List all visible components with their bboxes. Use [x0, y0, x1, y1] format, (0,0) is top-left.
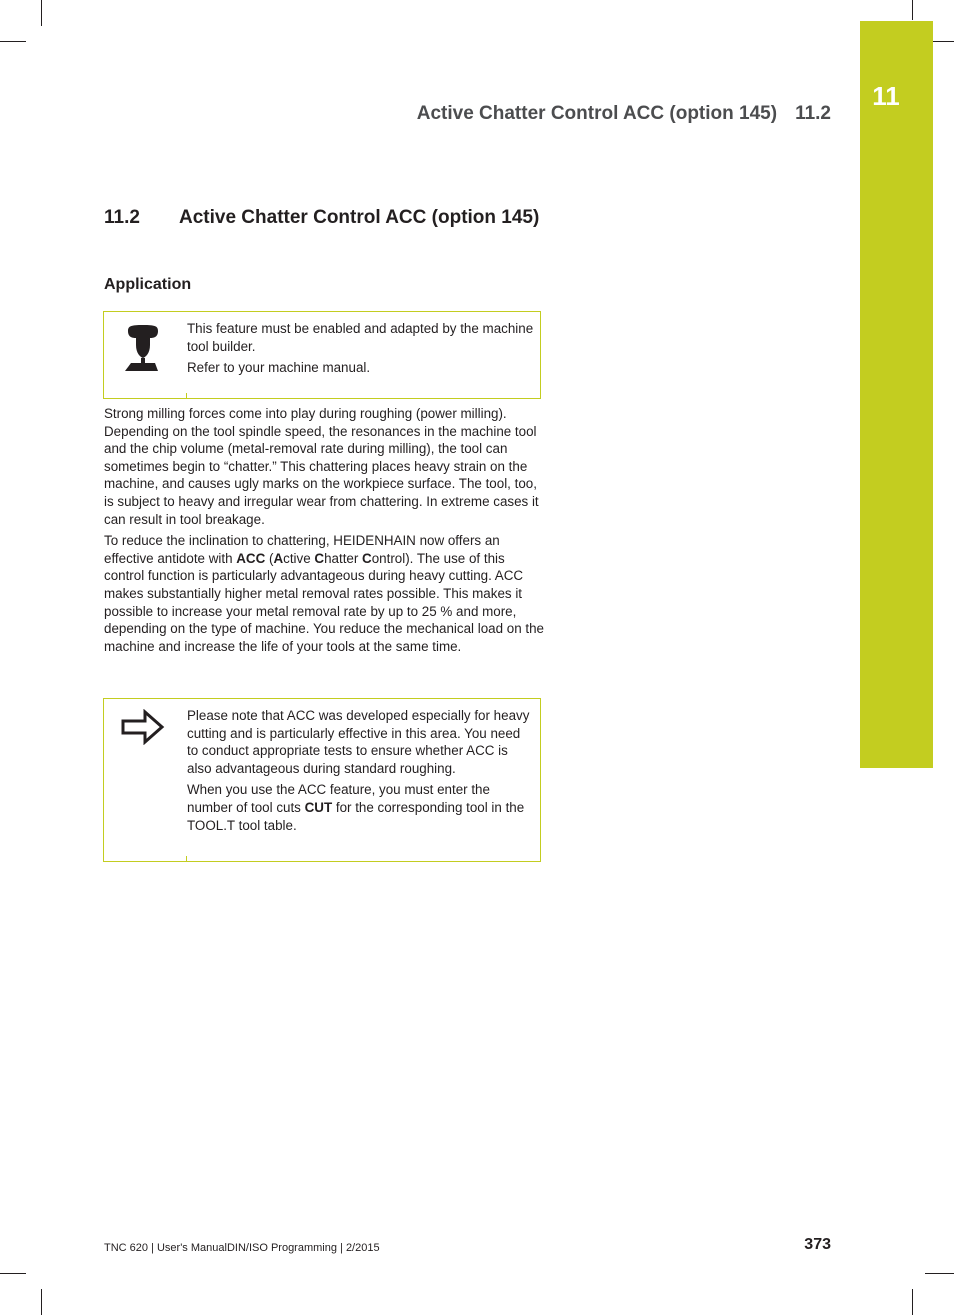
bold-term: C — [314, 550, 325, 566]
running-header-section: 11.2 — [795, 103, 831, 124]
running-header-title: Active Chatter Control ACC (option 145) — [416, 103, 778, 124]
note-text: This feature must be enabled and adapted by the machine tool builder. — [187, 321, 534, 354]
note-divider — [186, 393, 187, 399]
chapter-number: 11 — [872, 81, 900, 111]
note-text: Refer to your machine manual. — [187, 360, 371, 376]
machine-note-icon — [120, 323, 166, 380]
bold-term: A — [273, 550, 284, 566]
text-run: hatter — [324, 550, 363, 566]
note-text — [187, 781, 534, 834]
chapter-tab — [860, 21, 933, 768]
crop-mark — [41, 1289, 42, 1315]
crop-mark — [0, 1273, 26, 1274]
subsection-heading: Application — [104, 276, 192, 293]
machine-note-box — [103, 311, 541, 399]
running-header — [417, 103, 831, 125]
text-run: for the corresponding tool in the TOOL.T tool table. — [187, 799, 525, 833]
text-run: ctive — [283, 550, 315, 566]
crop-mark — [912, 0, 913, 20]
text-run: ( — [265, 550, 274, 566]
text-run: To reduce the inclination to chattering, HEIDENHAIN now offers an effective antidote with — [104, 533, 500, 566]
text-run: When you use the ACC feature, you must enter the number of tool cuts — [187, 782, 490, 815]
crop-mark — [912, 1289, 913, 1315]
footer-text: TNC 620 | User's ManualDIN/ISO Programming | 2/2015 — [104, 1242, 380, 1254]
bold-term: CUT — [304, 799, 333, 815]
arrow-right-icon — [120, 709, 166, 750]
bold-term: C — [362, 550, 372, 566]
text-run: ontrol). The use of this control function is particularly advantageous during heavy cutting. ACC makes substantially higher metal removal rates possible. This makes it possible to increase your metal removal rate by up to 25 % and more, depending on the type of machine. You reduce the mechanical load on the machine and increase the life of your tools at the same time. — [104, 550, 544, 654]
paragraph: Strong milling forces come into play during roughing (power milling). Depending on the tool spindle speed, the resonances in the machine tool and the chip volume (metal-removal rate during milling), the tool can sometimes begin to “chatter.” This chattering places heavy strain on the machine, and causes ugly marks on the workpiece surface. The tool, too, is subject to heavy and irregular wear from chattering. In extreme cases it can result in tool breakage. — [104, 406, 539, 527]
page-number: 373 — [804, 1236, 831, 1253]
bold-term: ACC — [236, 550, 266, 566]
note-divider — [186, 856, 187, 862]
paragraph — [104, 532, 546, 655]
note-text: Please note that ACC was developed especially for heavy cutting and is particularly effective in this area. You need to conduct appropriate tests to ensure whether ACC is also advantageous during standard roughing. — [187, 708, 530, 776]
crop-mark — [41, 0, 42, 26]
crop-mark — [925, 1273, 954, 1274]
body-text — [104, 405, 546, 659]
section-title: Active Chatter Control ACC (option 145) — [179, 207, 540, 228]
section-heading — [104, 206, 544, 230]
note-body — [187, 699, 540, 834]
note-body — [187, 312, 540, 377]
section-number: 11.2 — [104, 207, 140, 228]
tip-note-box — [103, 698, 541, 862]
crop-mark — [0, 41, 26, 42]
